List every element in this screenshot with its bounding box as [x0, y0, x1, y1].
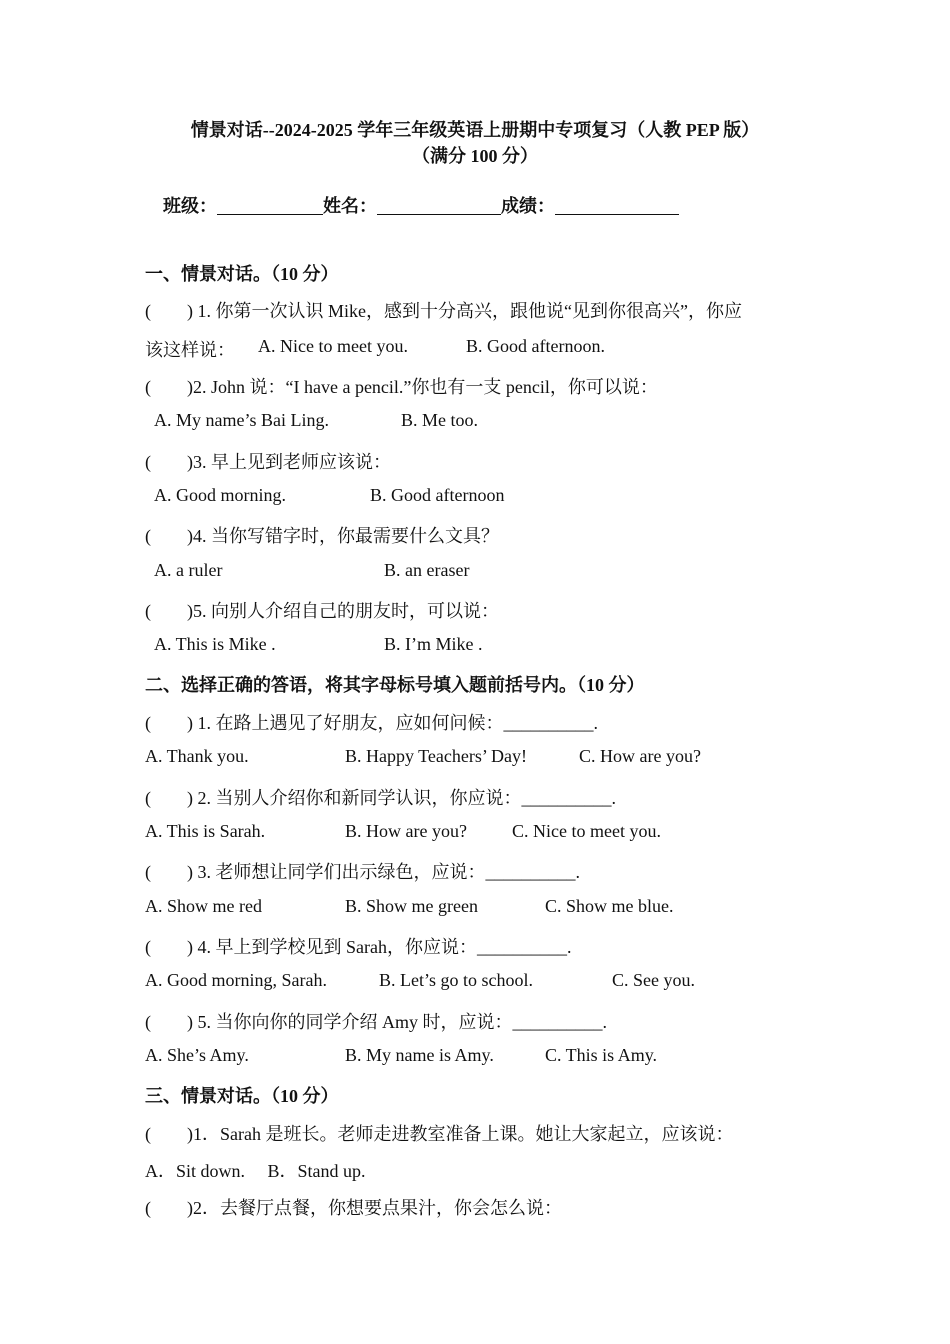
- s2-q4-option-b: B. Let’s go to school.: [379, 970, 533, 990]
- page-subtitle: （满分 100 分）: [412, 146, 538, 166]
- s2-q1: ( ) 1. 在路上遇见了好朋友，应如何问候：__________.: [145, 713, 598, 733]
- student-info-row: [163, 192, 679, 218]
- s2-q1-option-c: C. How are you?: [579, 746, 701, 766]
- s1-q4-option-b: B. an eraser: [384, 560, 470, 580]
- s2-q2: ( ) 2. 当别人介绍你和新同学认识，你应说：__________.: [145, 788, 616, 808]
- s1-q1-option-a: A. Nice to meet you.: [258, 336, 408, 356]
- s3-q1-options: A．Sit down. B．Stand up.: [145, 1161, 366, 1181]
- s2-q4-option-c: C. See you.: [612, 970, 695, 990]
- section1-heading: 一、情景对话。（10 分）: [145, 264, 339, 284]
- s1-q3-option-a: A. Good morning.: [154, 485, 286, 505]
- s1-q2-option-b: B. Me too.: [401, 410, 479, 430]
- s2-q2-option-b: B. How are you?: [345, 821, 467, 841]
- page-title: 情景对话--2024-2025 学年三年级英语上册期中专项复习（人教 PEP 版）: [190, 120, 760, 140]
- s1-q4-option-a: A. a ruler: [154, 560, 223, 580]
- s1-q5-option-b: B. I’m Mike .: [384, 634, 483, 654]
- s2-q1-option-b: B. Happy Teachers’ Day!: [345, 746, 528, 766]
- s1-q5: ( )5. 向别人介绍自己的朋友时，可以说：: [145, 601, 499, 621]
- s2-q4: ( ) 4. 早上到学校见到 Sarah，你应说：__________.: [145, 937, 572, 957]
- s2-q3: ( ) 3. 老师想让同学们出示绿色，应说：__________.: [145, 862, 580, 882]
- s1-q2: ( )2. John 说：“I have a pencil.”你也有一支 pencil，你可以说：: [145, 377, 658, 397]
- score-label: 成绩：: [501, 196, 555, 216]
- s1-q1-line1: ( ) 1. 你第一次认识 Mike，感到十分高兴，跟他说“见到你很高兴”，你应: [145, 301, 742, 321]
- s2-q5-option-c: C. This is Amy.: [545, 1045, 658, 1065]
- s1-q3-option-b: B. Good afternoon: [370, 485, 505, 505]
- s1-q2-option-a: A. My name’s Bai Ling.: [154, 410, 329, 430]
- section3-heading: 三、情景对话。（10 分）: [145, 1086, 339, 1106]
- s3-q2: ( )2．去餐厅点餐，你想要点果汁，你会怎么说：: [145, 1198, 562, 1218]
- s1-q5-option-a: A. This is Mike .: [154, 634, 276, 654]
- s2-q3-option-b: B. Show me green: [345, 896, 478, 916]
- s2-q3-option-c: C. Show me blue.: [545, 896, 674, 916]
- s1-q4: ( )4. 当你写错字时，你最需要什么文具？: [145, 526, 499, 546]
- score-blank[interactable]: [555, 196, 679, 215]
- class-label: 班级：: [163, 196, 217, 216]
- name-blank[interactable]: [377, 196, 501, 215]
- name-label: 姓名：: [323, 196, 377, 216]
- s2-q2-option-a: A. This is Sarah.: [145, 821, 266, 841]
- s2-q5-option-a: A. She’s Amy.: [145, 1045, 249, 1065]
- section2-heading: 二、选择正确的答语，将其字母标号填入题前括号内。（10 分）: [145, 675, 645, 695]
- s2-q1-option-a: A. Thank you.: [145, 746, 249, 766]
- s2-q4-option-a: A. Good morning, Sarah.: [145, 970, 327, 990]
- s2-q3-option-a: A. Show me red: [145, 896, 262, 916]
- s1-q1-option-b: B. Good afternoon.: [466, 336, 605, 356]
- s2-q5-option-b: B. My name is Amy.: [345, 1045, 494, 1065]
- s2-q2-option-c: C. Nice to meet you.: [512, 821, 661, 841]
- s1-q3: ( )3. 早上见到老师应该说：: [145, 452, 391, 472]
- class-blank[interactable]: [217, 196, 323, 215]
- s1-q1-line2: 该这样说：: [145, 340, 235, 360]
- s3-q1: ( )1．Sarah 是班长。老师走进教室准备上课。她让大家起立，应该说：: [145, 1124, 734, 1144]
- s2-q5: ( ) 5. 当你向你的同学介绍 Amy 时，应说：__________.: [145, 1012, 607, 1032]
